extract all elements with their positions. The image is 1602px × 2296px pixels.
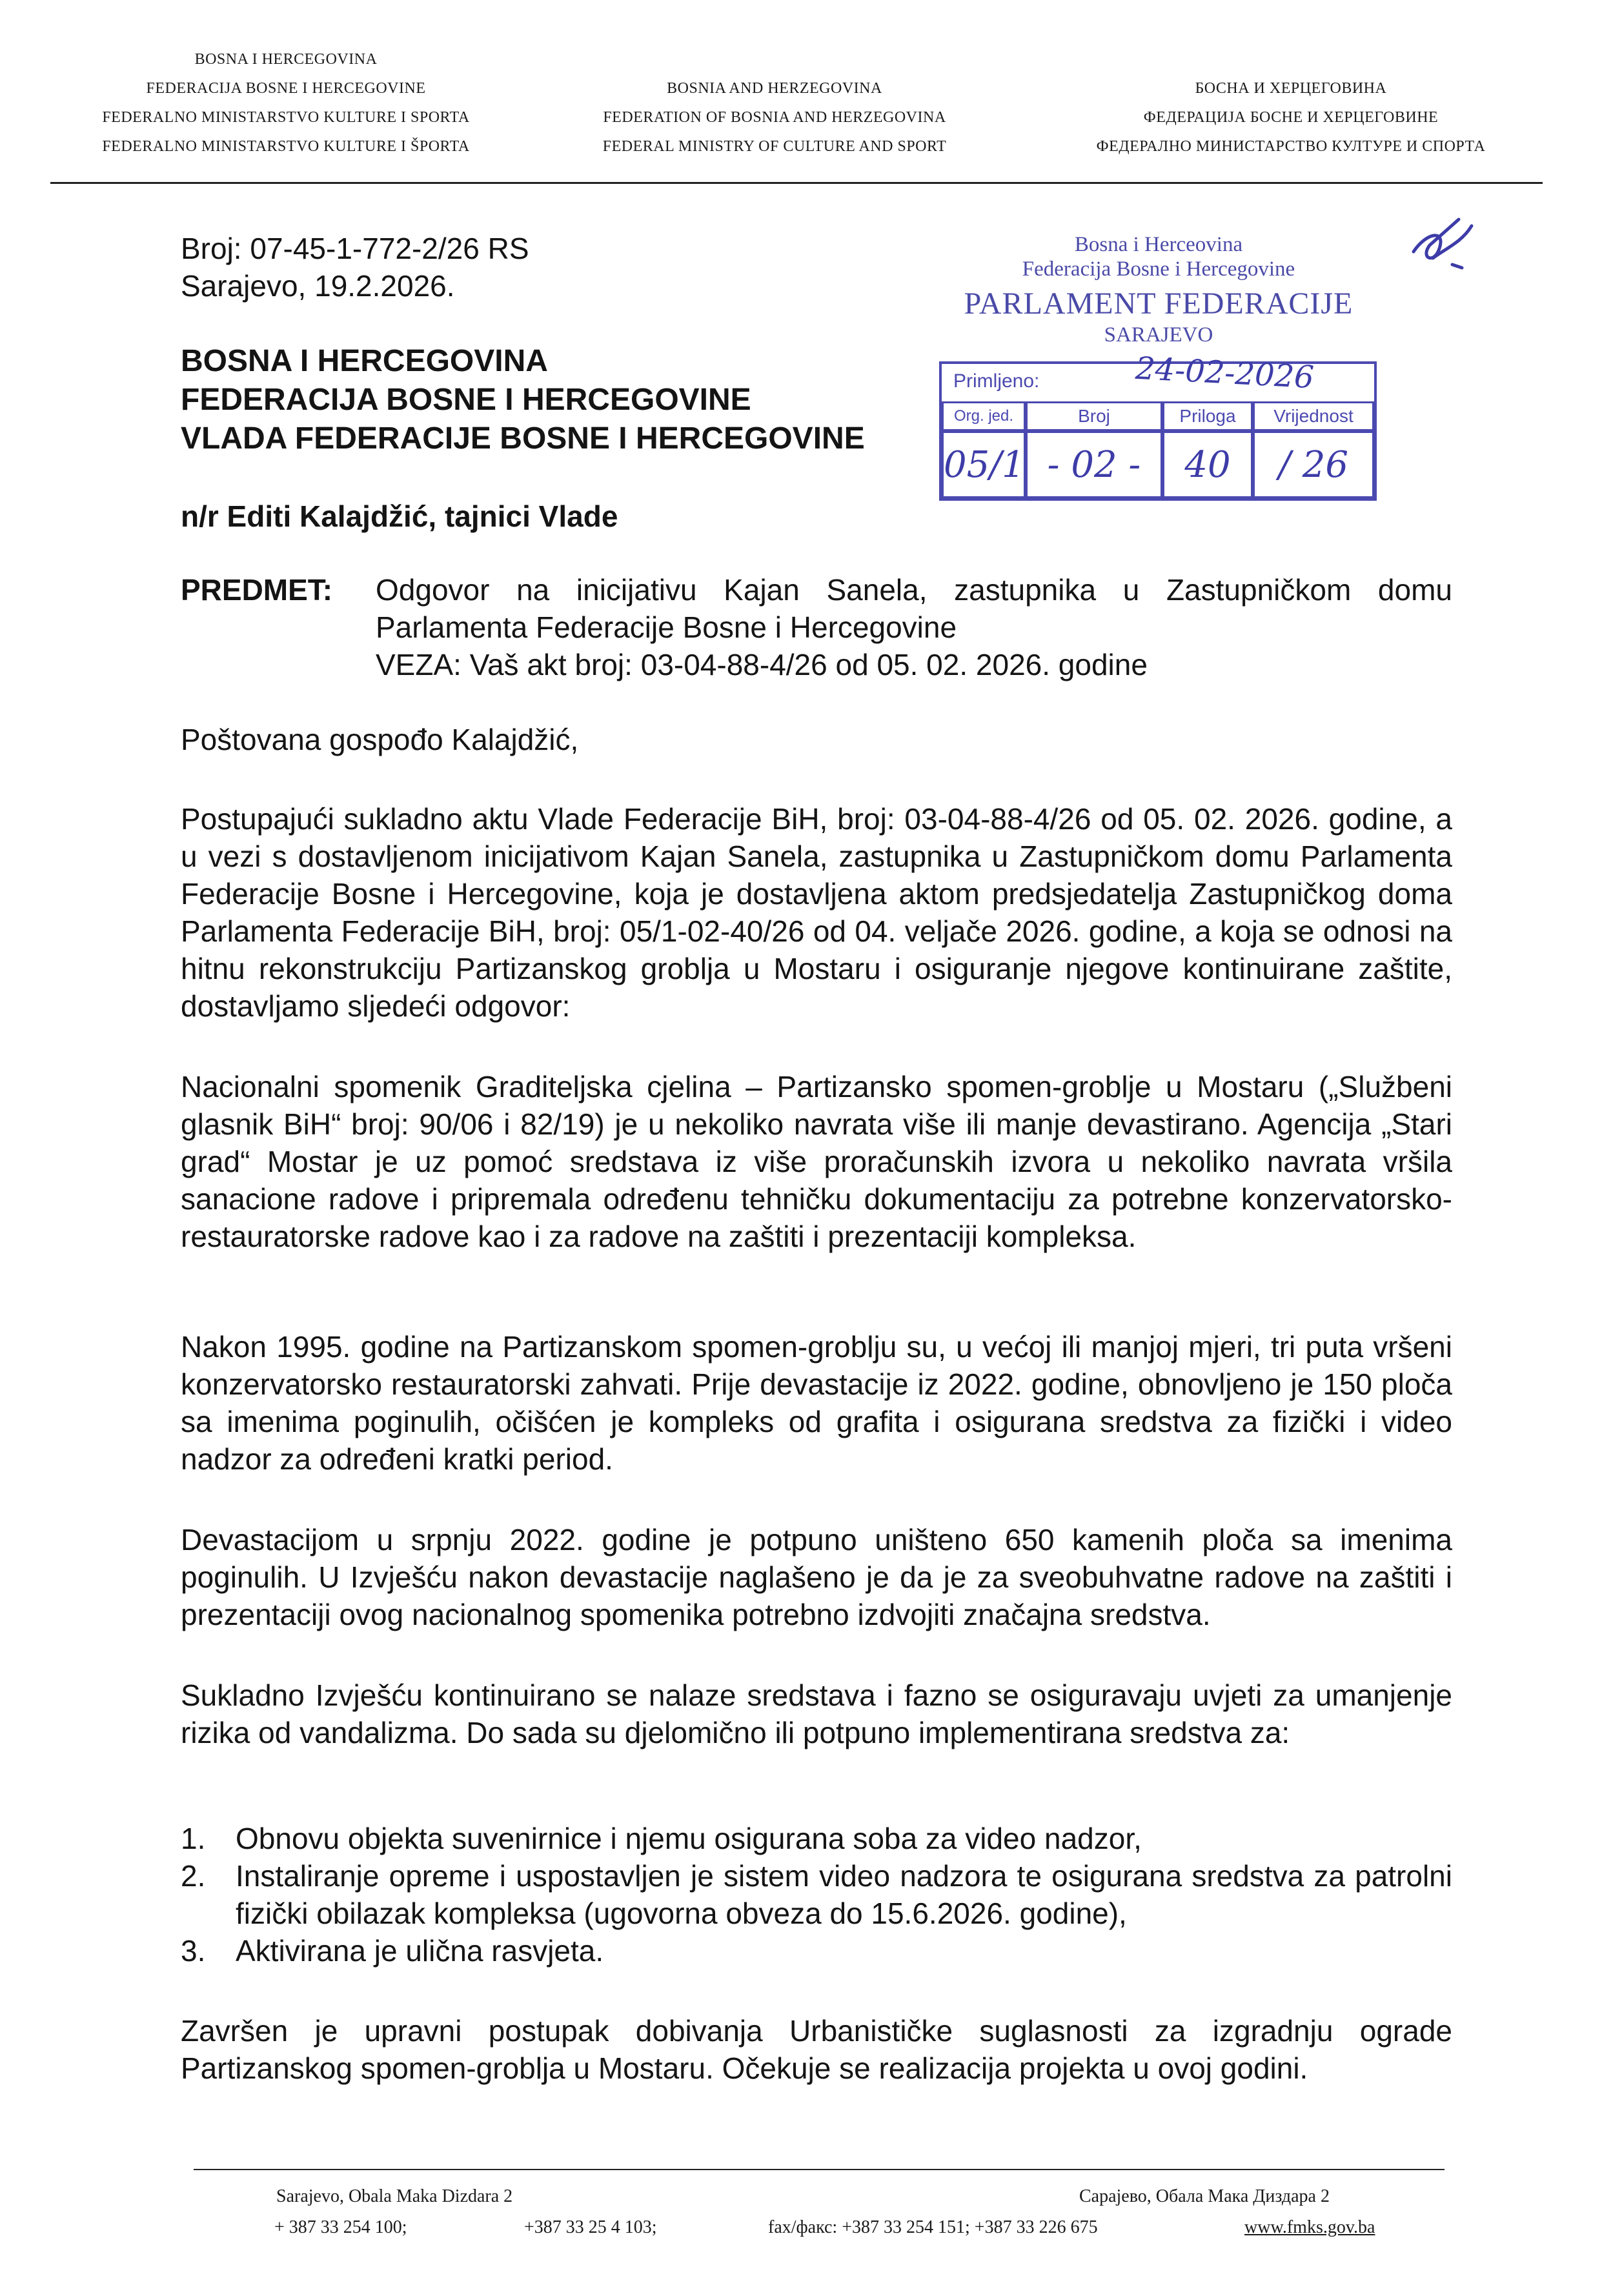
subject-line: Odgovor na inicijativu Kajan Sanela, zastupnika u Zastupničkom domu [376,573,1452,607]
footer-address-cyrillic: Сарајево, Обала Мака Диздара 2 [1079,2186,1330,2206]
list-text: Aktivirana je ulična rasvjeta. [236,1934,604,1968]
recipient-line: BOSNA I HERCEGOVINA [181,344,548,378]
measures-list [181,1820,1452,1969]
header-line: BOSNA I HERCEGOVINA [194,51,378,68]
header-line: FEDERALNO MINISTARSTVO KULTURE I ŠPORTA [102,138,470,155]
footer-phone: +387 33 25 4 103; [524,2217,657,2237]
stamp-col-org: Org. jed. [942,401,1026,431]
recipient-line: FEDERACIJA BOSNE I HERCEGOVINE [181,383,751,417]
salutation: Poštovana gospođo Kalajdžić, [181,723,579,756]
body-paragraph: Nakon 1995. godine na Partizanskom spomen-groblju su, u većoj ili manjoj mjeri, tri puta vršeni konzervatorsko restauratorski zahvati. Prije devastacije iz 2022. godine, obnovljeno je 150 ploča sa imenima poginulih, očišćen je kompleks od grafita i osigurana sredstva za fizički i video nadzor za određeni kratki period. [181,1330,1452,1476]
body-paragraph: Sukladno Izvješću kontinuirano se nalaze sredstava i fazno se osiguravaju uvjeti za umanjenje rizika od vandalizma. Do sada su djelomično ili potpuno implementirana sredstva za: [181,1678,1452,1749]
header-line: FEDERALNO MINISTARSTVO KULTURE I SPORTA [102,109,470,126]
list-item [181,1857,1452,1932]
body-paragraph: Postupajući sukladno aktu Vlade Federacije BiH, broj: 03-04-88-4/26 od 05. 02. 2026. godine, a u vezi s dostavljenom inicijativom Kajan Sanela, zastupnika u Zastupničkom domu Parlamenta Federacije Bosne i Hercegovine, koja je dostavljena aktom predsjedatelja Zastupničkog doma Parlamenta Federacije BiH, broj: 05/1-02-40/26 od 04. veljače 2026. godine, a koja se odnosi na hitnu rekonstrukciju Partizanskog groblja u Mostaru i osiguranje njegove kontinuirane zaštite, dostavljamo sljedeći odgovor: [181,802,1452,1023]
header-line: FEDERAL MINISTRY OF CULTURE AND SPORT [602,138,947,155]
stamp-line: Bosna i Herceovina [1074,233,1243,256]
stamp-line: Federacija Bosne i Hercegovine [1022,257,1295,281]
stamp-val-org: 05/1 [942,431,1026,498]
reference-place-date: Sarajevo, 19.2.2026. [181,269,455,303]
signature-initials [1401,213,1491,284]
header-line: ФЕДЕРАЛНО МИНИСТАРСТВО КУЛТУРЕ И СПОРТА [1096,138,1486,155]
subject-label: PREDMET: [181,573,333,607]
subject-line: VEZA: Vaš akt broj: 03-04-88-4/26 od 05. 02. 2026. godine [376,648,1148,681]
header-line: FEDERATION OF BOSNIA AND HERZEGOVINA [603,109,946,126]
header-english [549,74,1000,161]
reference-number: Broj: 07-45-1-772-2/26 RS [181,232,529,265]
header-line: BOSNIA AND HERZEGOVINA [667,80,882,97]
list-item [181,1932,1452,1969]
header-cyrillic [1033,74,1549,161]
header-line: ФЕДЕРАЦИЈА БОСНЕ И ХЕРЦЕГОВИНЕ [1143,109,1439,126]
closing-paragraph: Završen je upravni postupak dobivanja Urbanističke suglasnosti za izgradnju ograde Partizanskog spomen-groblja u Mostaru. Očekuje se realizacija projekta u ovoj godini. [181,2014,1452,2085]
list-number: 1. [181,1822,206,1855]
list-number: 2. [181,1859,206,1893]
stamp-col-vrijednost: Vrijednost [1253,401,1374,431]
header-divider [50,182,1543,184]
list-text: Obnovu objekta suvenirnice i njemu osigurana soba za video nadzor, [236,1822,1142,1855]
stamp-title: PARLAMENT FEDERACIJE [964,287,1354,321]
stamp-val-priloga: 40 [1162,431,1253,498]
footer-fax: fax/факс: +387 33 254 151; +387 33 226 675 [768,2217,1098,2237]
body-paragraph: Devastacijom u srpnju 2022. godine je potpuno uništeno 650 kamenih ploča sa imenima poginulih. U Izvješću nakon devastacije naglašeno je da je za sveobuhvatne radove na zaštiti i prezentaciji ovog nacionalnog spomenika potrebno izdvojiti značajna sredstva. [181,1523,1452,1631]
header-bosnian [50,45,522,161]
stamp-col-priloga: Priloga [1162,401,1253,431]
footer-divider [194,2169,1445,2170]
stamp-received-label: Primljeno: [953,370,1040,392]
list-item [181,1820,1452,1857]
header-line: FEDERACIJA BOSNE I HERCEGOVINE [146,80,426,97]
list-number: 3. [181,1934,206,1968]
received-stamp [939,350,1377,501]
header-line: БОСНА И ХЕРЦЕГОВИНА [1195,80,1387,97]
recipient-line: VLADA FEDERACIJE BOSNE I HERCEGOVINE [181,421,865,456]
stamp-city: SARAJEVO [1104,323,1213,347]
footer-address-latin: Sarajevo, Obala Maka Dizdara 2 [276,2186,513,2206]
footer-phone: + 387 33 254 100; [274,2217,407,2237]
stamp-val-vrijednost: / 26 [1253,431,1374,498]
stamp-col-broj: Broj [1026,401,1162,431]
subject-line: Parlamenta Federacije Bosne i Hercegovine [376,610,957,644]
recipient-attention: n/r Editi Kalajdžić, tajnici Vlade [181,499,618,533]
footer-website-link[interactable]: www.fmks.gov.ba [1244,2217,1375,2237]
stamp-received-date: 24-02-2026 [1134,350,1315,396]
stamp-val-broj: - 02 - [1026,431,1162,498]
body-paragraph: Nacionalni spomenik Graditeljska cjelina – Partizansko spomen-groblje u Mostaru („Službeni glasnik BiH“ broj: 90/06 i 82/19) je u nekoliko navrata više ili manje devastirano. Agencija „Stari grad“ Mostar je uz pomoć sredstava iz više proračunskih izvora u nekoliko navrata vršila sanacione radove i pripremala određenu tehničku dokumentaciju za potrebne konzervatorsko-restauratorske radove kao i za radove na zaštiti i prezentaciji kompleksa. [181,1070,1452,1253]
list-text: Instaliranje opreme i uspostavljen je sistem video nadzora te osigurana sredstva za patrolni fizički obilazak kompleksa (ugovorna obveza do 15.6.2026. godine), [236,1859,1452,1930]
